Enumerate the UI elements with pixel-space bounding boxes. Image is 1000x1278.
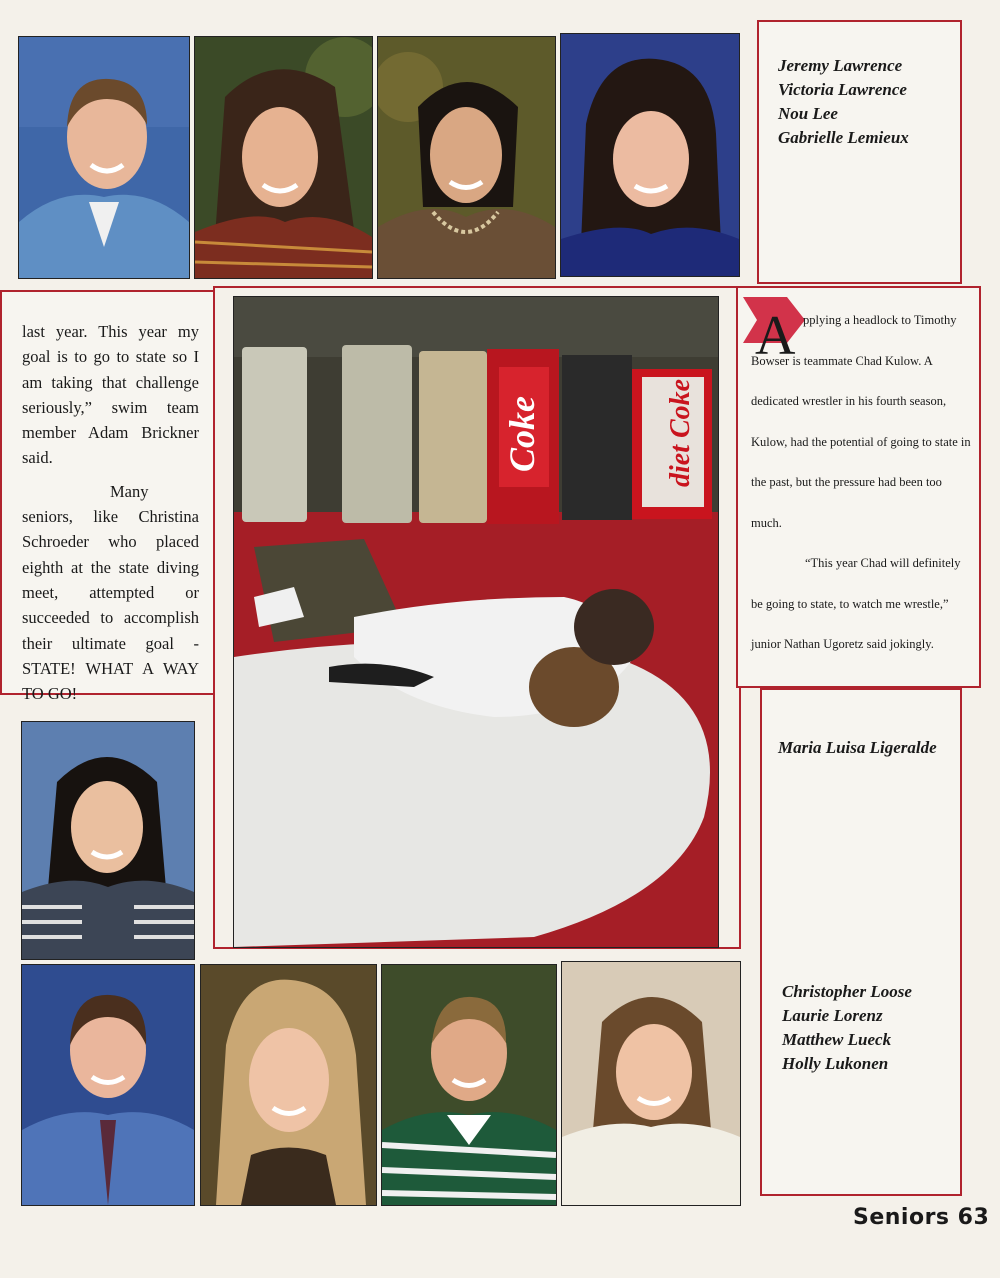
portrait-jeremy-lawrence [18,36,190,279]
page-folio: Seniors 63 [853,1205,990,1230]
names-box-top [757,20,962,284]
portrait-holly-lukonen [561,961,741,1206]
story-text [22,319,199,706]
name-label: Matthew Lueck [782,1030,892,1049]
portrait-laurie-lorenz [200,964,377,1206]
coke-logo-text: Coke [502,396,542,472]
portrait-christopher-loose [21,964,195,1206]
portrait-matthew-lueck [381,964,557,1206]
caption-text [751,300,971,665]
portrait-maria-luisa-ligeralde [21,721,195,960]
name-label: Victoria Lawrence [778,80,907,99]
caption-paragraph: pplying a headlock to Timothy Bowser is teammate Chad Kulow. A dedicated wrestler in his fourth season, Kulow, had the potential of going to state in the past, but the pressure had been too much. [751,313,971,530]
story-paragraph: Many seniors, like Christina Schroeder who placed eighth at the state diving meet, attempted or succeeded to accomplish their ultimate goal - STATE! WHAT A WAY TO GO! [22,481,199,704]
names-list-bottom [782,980,912,1076]
name-label: Nou Lee [778,104,838,123]
names-list-top [778,54,909,150]
names-box-bottom [760,688,962,1196]
name-label: Christopher Loose [782,982,912,1001]
name-label: Holly Lukonen [782,1054,889,1073]
name-maria-luisa-ligeralde: Maria Luisa Ligeralde [778,738,937,757]
portrait-victoria-lawrence [194,36,373,279]
name-label: Gabrielle Lemieux [778,128,909,147]
caption-paragraph: “This year Chad will definitely be going to state, to watch me wrestle,” junior Nathan Ugoretz said jokingly. [751,556,961,651]
caption-box [736,286,981,688]
wrestling-photo [233,296,719,948]
name-label: Jeremy Lawrence [778,56,903,75]
diet-coke-logo-text: diet Coke [665,378,696,487]
story-text-box [0,290,215,704]
portrait-nou-lee [377,36,556,279]
portrait-gabrielle-lemieux [560,33,740,277]
name-label: Laurie Lorenz [782,1006,883,1025]
story-paragraph: last year. This year my goal is to go to state so I am taking that challenge seriously,” swim team member Adam Brickner said. [22,322,199,468]
caption-dropcap: A [755,305,796,367]
